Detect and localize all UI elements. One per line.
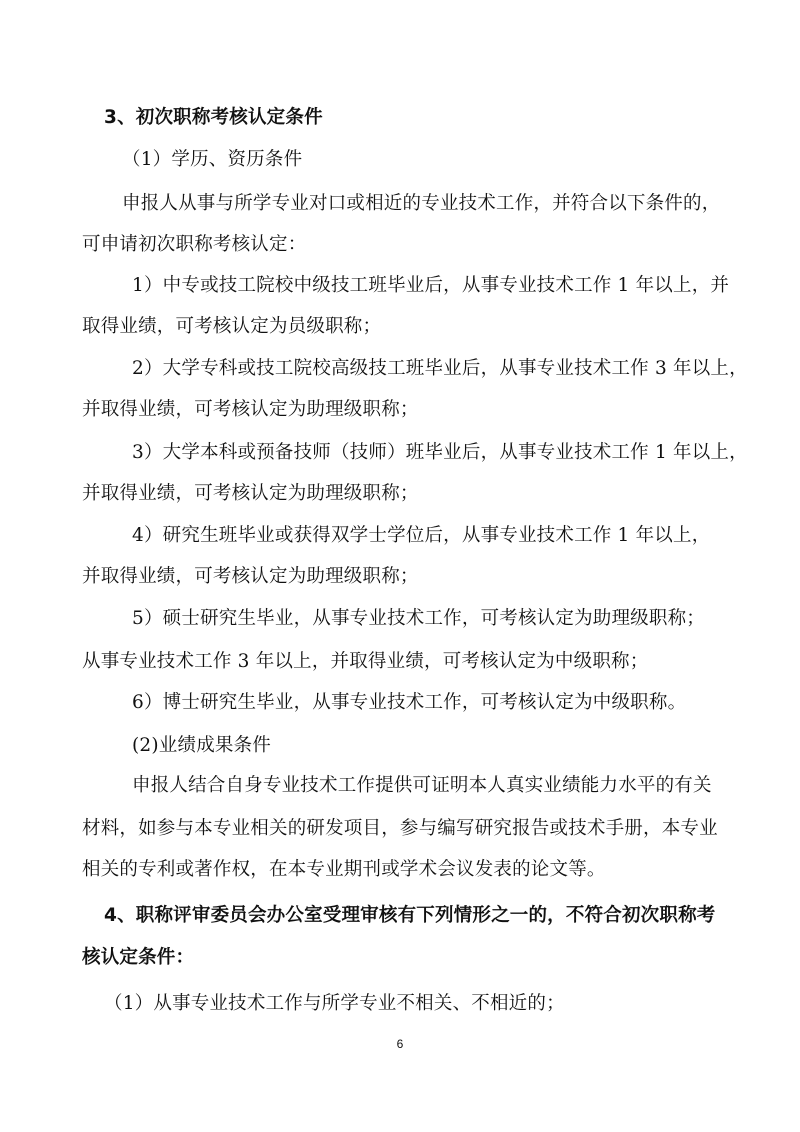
item-3-line-2: 并取得业绩，可考核认定为助理级职称； (82, 483, 419, 504)
achievements-line-1: 申报人结合自身专业技术工作提供可证明本人真实业绩能力水平的有关 (132, 775, 712, 796)
section-heading-3: 3、初次职称考核认定条件 (104, 107, 323, 128)
page-number: 6 (396, 1037, 404, 1051)
intro-line-2: 可申请初次职称考核认定： (82, 234, 307, 255)
item-4-line-1: 4）研究生班毕业或获得双学士学位后，从事专业技术工作 1 年以上， (132, 525, 711, 546)
item-2-line-1: 2）大学专科或技工院校高级技工班毕业后，从事专业技术工作 3 年以上， (132, 358, 748, 379)
subheading-education: （1）学历、资历条件 (122, 149, 303, 170)
item-1-line-1: 1）中专或技工院校中级技工班毕业后，从事专业技术工作 1 年以上，并 (132, 275, 730, 296)
item-4-line-2: 并取得业绩，可考核认定为助理级职称； (82, 566, 419, 587)
item-5-line-2: 从事专业技术工作 3 年以上，并取得业绩，可考核认定为中级职称； (82, 651, 649, 672)
subheading-achievements: (2)业绩成果条件 (132, 735, 272, 756)
achievements-line-2: 材料，如参与本专业相关的研发项目，参与编写研究报告或技术手册，本专业 (82, 818, 718, 839)
section-heading-4-line-2: 核认定条件： (82, 947, 195, 968)
section-heading-4-line-1: 4、职称评审委员会办公室受理审核有下列情形之一的，不符合初次职称考 (104, 905, 716, 926)
item-3-line-1: 3）大学本科或预备技师（技师）班毕业后，从事专业技术工作 1 年以上， (132, 442, 748, 463)
achievements-line-3: 相关的专利或著作权，在本专业期刊或学术会议发表的论文等。 (82, 859, 606, 880)
item-6-line-1: 6）博士研究生毕业，从事专业技术工作，可考核认定为中级职称。 (132, 692, 687, 713)
item-5-line-1: 5）硕士研究生毕业，从事专业技术工作，可考核认定为助理级职称； (132, 608, 705, 629)
intro-line-1: 申报人从事与所学专业对口或相近的专业技术工作，并符合以下条件的， (122, 193, 721, 214)
disqualification-item-1: （1）从事专业技术工作与所学专业不相关、不相近的； (104, 993, 565, 1014)
item-1-line-2: 取得业绩，可考核认定为员级职称； (82, 316, 382, 337)
item-2-line-2: 并取得业绩，可考核认定为助理级职称； (82, 399, 419, 420)
